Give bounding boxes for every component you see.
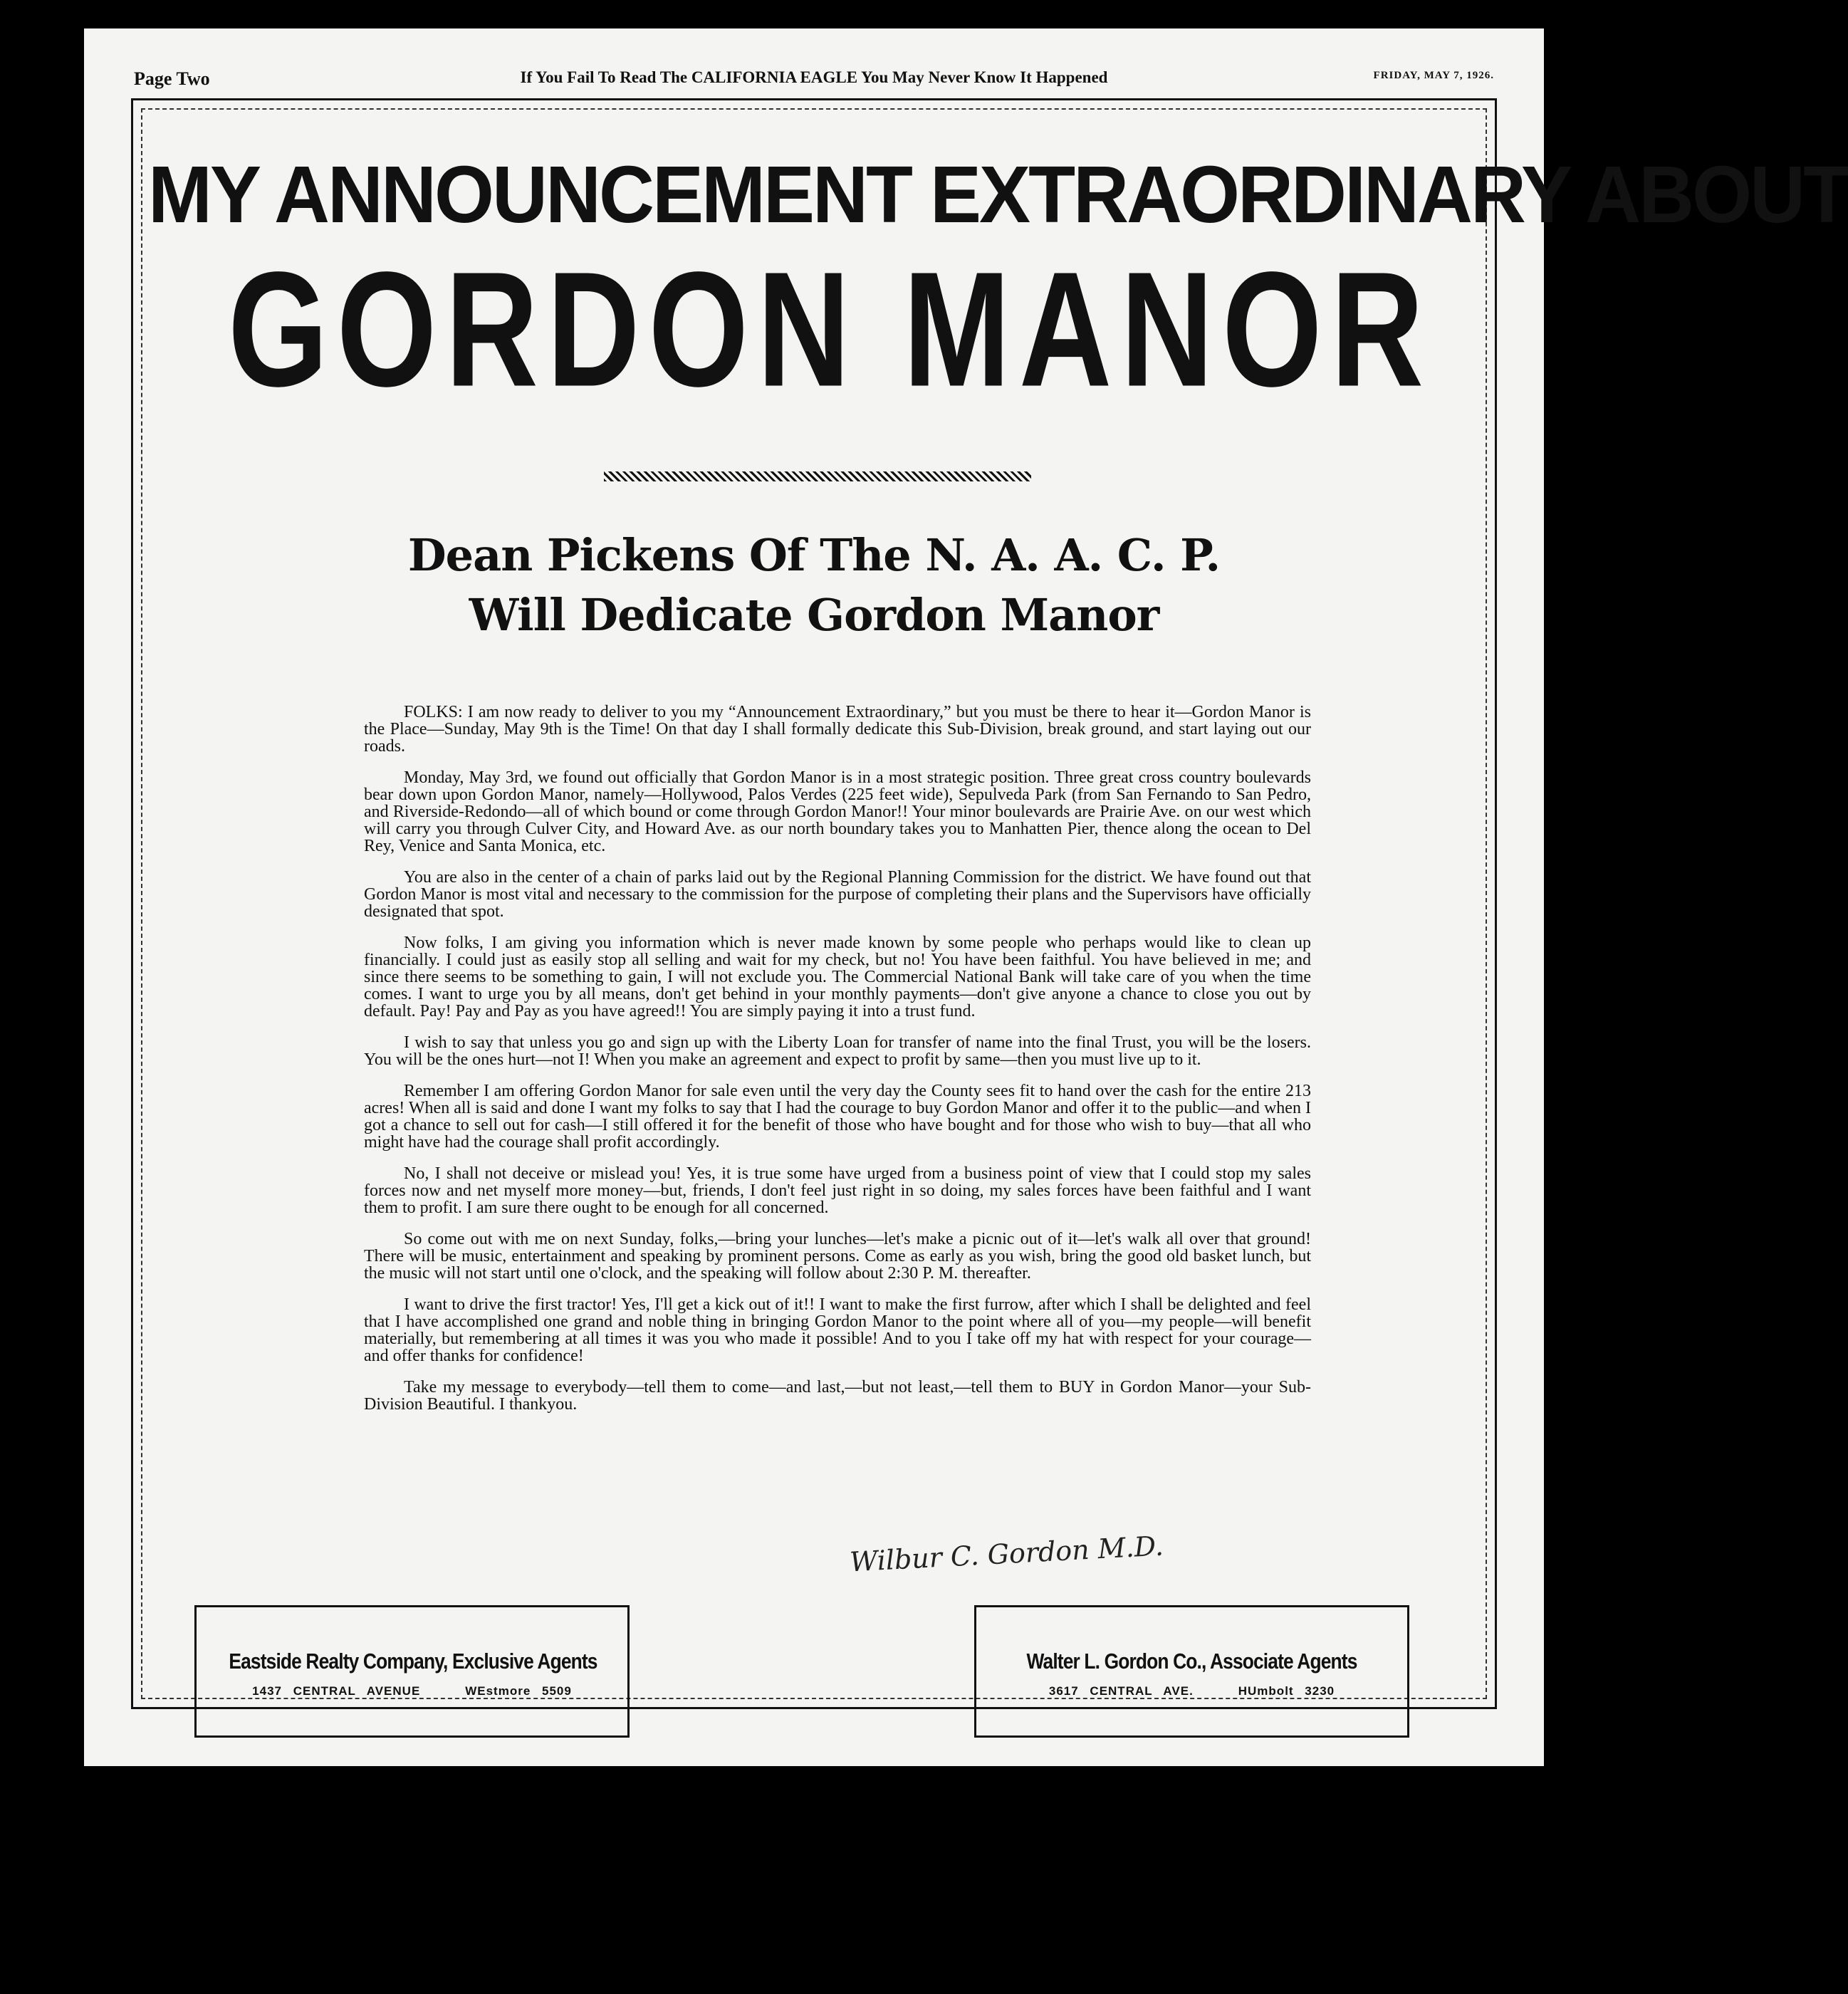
associate-agent-box (974, 1605, 1409, 1738)
agent-contact (976, 1684, 1407, 1698)
body-paragraph: I wish to say that unless you go and sign up with the Liberty Loan for transfer of name into the final Trust, you will be the losers. You will be the ones hurt—not I! When you make an agreement and expect to profit by same—then you must live up to it. (364, 1033, 1311, 1069)
agent-phone: WEstmore 5509 (465, 1684, 572, 1698)
agent-address: 3617 CENTRAL AVE. (1048, 1684, 1194, 1698)
subheadline (148, 526, 1480, 645)
agent-contact (197, 1684, 627, 1698)
subheadline-line-2: Will Dedicate Gordon Manor (469, 589, 1159, 641)
agent-name: Eastside Realty Company, Exclusive Agents (229, 1649, 597, 1674)
masthead (134, 68, 1494, 97)
headline-gordon-manor: GORDON MANOR (228, 238, 1433, 421)
page-number: Page Two (134, 68, 210, 89)
masthead-slogan: If You Fail To Read The CALIFORNIA EAGLE You May Never Know It Happened (520, 68, 1108, 86)
subheadline-line-1: Dean Pickens Of The N. A. A. C. P. (407, 529, 1221, 581)
ornamental-divider (604, 471, 1031, 481)
agent-address: 1437 CENTRAL AVENUE (252, 1684, 421, 1698)
body-paragraph: FOLKS: I am now ready to deliver to you my “Announcement Extraordinary,” but you must be there to hear it—Gordon Manor is the Place—Sunday, May 9th is the Time! On that day I shall formally dedicate this Sub-Division, break ground, and start laying out our roads. (364, 703, 1311, 756)
exclusive-agent-box (194, 1605, 630, 1738)
agent-name: Walter L. Gordon Co., Associate Agents (1026, 1649, 1357, 1674)
body-paragraph: No, I shall not deceive or mislead you! Yes, it is true some have urged from a business point of view that I could stop my sales forces now and net myself more money—but, friends, I don't feel just right in so doing, my sales forces have been faithful and I want them to profit. I am sure there ought to be enough for all concerned. (364, 1164, 1311, 1217)
headline-announcement: MY ANNOUNCEMENT EXTRAORDINARY ABOUT (148, 148, 1848, 240)
body-paragraph: You are also in the center of a chain of parks laid out by the Regional Planning Commission for the district. We have found out that Gordon Manor is most vital and necessary to the commission for the purpose of completing their plans and the Supervisors have officially designated that spot. (364, 868, 1311, 921)
issue-date: FRIDAY, MAY 7, 1926. (1373, 70, 1494, 81)
body-paragraph: I want to drive the first tractor! Yes, I'll get a kick out of it!! I want to make the first furrow, after which I shall be delighted and feel that I have accomplished one grand and noble thing in bringing Gordon Manor to the point where all of you—my people—will benefit materially, but remembering at all times it was you who made it possible! And to you I take off my hat with respect for your courage—and offer thanks for confidence! (364, 1295, 1311, 1365)
body-paragraph: Monday, May 3rd, we found out officially that Gordon Manor is in a most strategic position. Three great cross country boulevards bear down upon Gordon Manor, namely—Hollywood, Palos Verdes (225 feet wide), Sepulveda Park (from San Fernando to San Pedro, and Riverside-Redondo—all of which bound or come through Gordon Manor!! Your minor boulevards are Prairie Ave. on our west which will carry you through Culver City, and Howard Ave. as our north boundary takes you to Manhatten Pier, thence along the ocean to Del Rey, Venice and Santa Monica, etc. (364, 768, 1311, 855)
body-paragraph: Remember I am offering Gordon Manor for sale even until the very day the County sees fit to hand over the cash for the entire 213 acres! When all is said and done I want my folks to say that I had the courage to buy Gordon Manor and offer it to the public—and when I got a chance to sell out for cash—I still offered it for the benefit of those who have bought and for those who wish to buy—that all who might have had the courage shall profit accordingly. (364, 1082, 1311, 1152)
body-paragraph: So come out with me on next Sunday, folks,—bring your lunches—let's make a picnic out of it—let's walk all over that ground! There will be music, entertainment and speaking by prominent persons. Come as early as you wish, bring the good old basket lunch, but the music will not start until one o'clock, and the speaking will follow about 2:30 P. M. thereafter. (364, 1230, 1311, 1283)
announcement-body (364, 704, 1311, 1427)
newspaper-page (84, 28, 1848, 1766)
body-paragraph: Take my message to everybody—tell them to come—and last,—but not least,—tell them to BUY in Gordon Manor—your Sub-Division Beautiful. I thankyou. (364, 1378, 1311, 1414)
handwritten-signature: Wilbur C. Gordon M.D. (849, 1530, 1164, 1578)
body-paragraph: Now folks, I am giving you information which is never made known by some people who perhaps would like to clean up financially. I could just as easily stop all selling and wait for my check, but no! You have been faithful. You have believed in me; and since there seems to be something to gain, I will not exclude you. The Commercial National Bank will take care of you when the time comes. I want to urge you by all means, don't get behind in your monthly payments—don't give anyone a chance to close you out by default. Pay! Pay and Pay as you have agreed!! You are simply paying it into a trust fund. (364, 934, 1311, 1021)
agent-phone: HUmbolt 3230 (1238, 1684, 1335, 1698)
